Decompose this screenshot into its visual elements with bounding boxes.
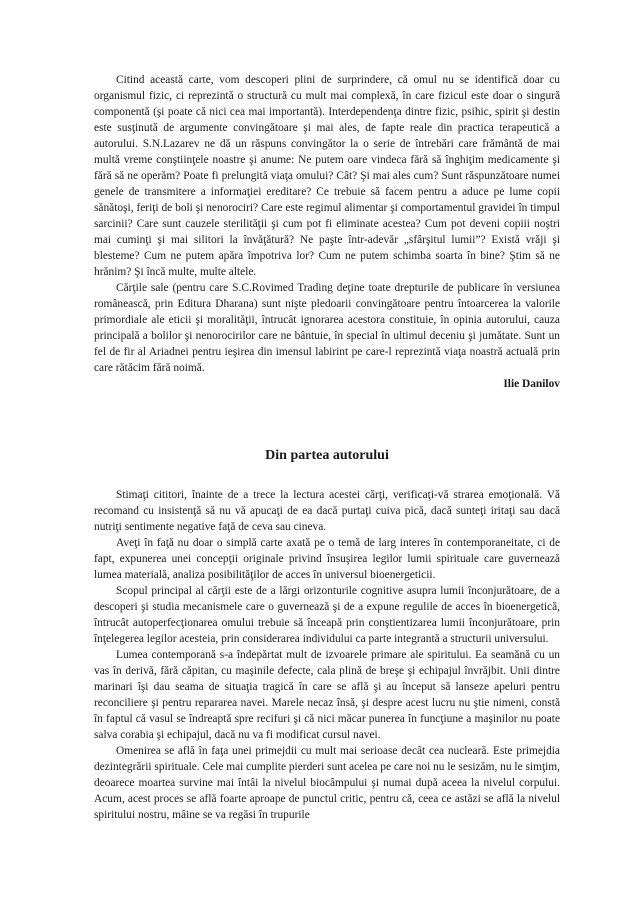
section-paragraph-5: Omenirea se află în faţa unei primejdii cu mult mai serioase decât cea nucleară. Este primejdia dezintegrării spirituale. Cele mai cumplite pierderi sunt acelea pe care noi nu le sesizăm, nu le simţim, deoarece moartea survine mai întâi la nivelul biocâmpului şi numai după aceea la nivelul corpului. Acum, acest proces se află foarte aproape de punctul critic, pentru că, ceea ce astăzi se află la nivelul spiritului nostru, mâine se va regăsi în trupurile <box>94 745 560 821</box>
section-paragraph-3: Scopul principal al cărţii este de a lărgi orizonturile cognitive asupra lumii înconjurătoare, de a descoperi şi studia mecanismele care o guvernează şi de a expune regulile de acces în bioenergetică, întrucât autoperfecţionarea omului trebuie să înceapă prin conştientizarea lumii înconjurătoare, prin înţelegerea legilor acesteia, prin considerarea individului ca parte integrantă a structurii universului. <box>94 585 560 645</box>
intro-paragraph-2: Cărţile sale (pentru care S.C.Rovimed Trading deţine toate drepturile de publicare în versiunea românească, prin Editura Dharana) sunt nişte pledoarii convingătoare pentru întoarcerea la valorile primordiale ale eticii şi moralităţii, întrucât ignorarea acestora constituie, în opinia autorului, cauza principală a bolilor şi nenorocirilor care ne bântuie, în special în ultimul deceniu şi jumătate. Sunt un fel de fir al Ariadnei pentru ieşirea din imensul labirint pe care-l reprezintă viaţa noastră actuală prin care rătăcim fără noimă. <box>94 282 560 374</box>
section-paragraph-2: Aveţi în faţă nu doar o simplă carte axată pe o temă de larg interes în contemporaneitate, ci de fapt, expunerea unei concepţii originale privind însuşirea legilor lumii spirituale care guvernează lumea materială, analiza posibilităţilor de acces în universul bioenergeticii. <box>94 537 560 581</box>
section-paragraph-1: Stimaţi cititori, înainte de a trece la lectura acestei cărţi, verificaţi-vă strarea emoţională. Vă recomand cu insistenţă să nu vă apucaţi de ea dacă purtaţi cuiva pică, dacă sunteţi iritaţi sau dacă nutriţi sentimente negative faţă de ceva sau cineva. <box>94 489 560 533</box>
section-title: Din partea autorului <box>265 448 389 463</box>
signature: Ilie Danilov <box>503 378 560 390</box>
intro-paragraph-1: Citind această carte, vom descoperi plini de surprindere, că omul nu se identifică doar cu organismul fizic, ci reprezintă o structură cu mult mai complexă, în care fizicul este doar o singură componentă (şi poate că nici cea mai importantă). Interdependenţa dintre fizic, psihic, spirit şi destin este susţinută de argumente convingătoare şi mai ales, de fapte reale din practica terapeutică a autorului. S.N.Lazarev ne dă un răspuns convingător la o serie de întrebări care frământă de mai multă vreme conştiinţele noastre şi anume: Ne putem oare vindeca fără să înghiţim medicamente şi fără să ne operăm? Poate fi prelungită viaţa omului? Cât? Şi mai ales cum? Sunt răspunzătoare numei genele de transmitere a informaţiei ereditare? Ce trebuie să facem pentru a aduce pe lume copii sănătoşi, feriţi de boli şi nenorociri? Care este regimul alimentar şi comportamentul gravidei în timpul sarcinii? Care sunt cauzele sterilităţii şi cum pot fi eliminate acestea? Cum pot deveni copiii noştri mai cuminţi şi mai silitori la învăţătură? Ne paşte într-adevăr „sfârşitul lumii”? Există vrăji şi blesteme? Cum ne putem apăra împotriva lor? Cum ne putem schimba soarta în bine? Ştim să ne hrănim? Şi încă multe, multe altele. <box>94 74 560 278</box>
page-body <box>94 72 560 823</box>
section-paragraph-4: Lumea contemporană s-a îndepărtat mult de izvoarele primare ale spiritului. Ea seamănă cu un vas în derivă, fără căpitan, cu maşinile defecte, cala plină de breşe şi echipajul învrăjbit. Unii dintre marinari îşi dau seama de situaţia tragică în care se află şi au început să lanseze apeluri pentru reconciliere şi pentru repararea navei. Marele necaz însă, şi despre acest lucru nu ştie nimeni, constă în faptul că vasul se îndreaptă spre recifuri şi că nici măcar punerea în funcţiune a maşinilor nu poate salva corabia şi echipajul, dacă nu va fi modificat cursul navei. <box>94 649 560 741</box>
